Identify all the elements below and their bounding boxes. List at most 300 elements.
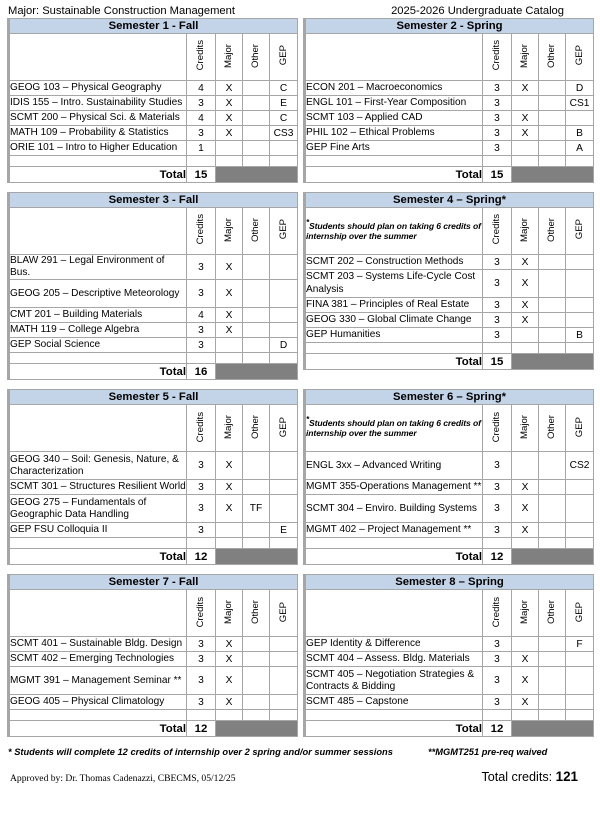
- semester-table: [7, 389, 298, 565]
- footnote-internship: * Students will complete 12 credits of internship over 2 spring and/or summer sessions: [8, 747, 393, 758]
- course-major-flag: X: [216, 652, 243, 667]
- course-gep-flag: [270, 452, 298, 480]
- course-other-flag: [539, 637, 566, 652]
- course-other-flag: [243, 96, 270, 111]
- course-row: [305, 667, 594, 695]
- course-name: SCMT 404 – Assess. Bldg. Materials: [305, 652, 483, 667]
- semester-title: Semester 4 – Spring*: [305, 193, 594, 208]
- course-row: [305, 126, 594, 141]
- course-name: SCMT 405 – Negotiation Strategies & Contracts & Bidding: [305, 667, 483, 695]
- empty-course-row: [305, 156, 594, 167]
- course-gep-flag: [566, 652, 594, 667]
- total-credits-cell: 12: [483, 721, 512, 737]
- course-major-flag: [216, 141, 243, 156]
- empty-other-cell: [539, 710, 566, 721]
- course-name: MGMT 391 – Management Seminar **: [9, 667, 187, 695]
- empty-other-cell: [243, 538, 270, 549]
- course-gep-flag: CS2: [566, 452, 594, 480]
- course-other-flag: [539, 523, 566, 538]
- column-header-gep: GEP: [566, 405, 594, 452]
- course-other-flag: [539, 667, 566, 695]
- course-name: GEP Identity & Difference: [305, 637, 483, 652]
- course-name: GEP Fine Arts: [305, 141, 483, 156]
- course-name: GEP Social Science: [9, 338, 187, 353]
- semester-block: [7, 18, 296, 183]
- semester-table: [7, 18, 298, 183]
- course-gep-flag: [566, 695, 594, 710]
- course-credits: 3: [187, 495, 216, 523]
- semester-block: [7, 192, 296, 380]
- course-gep-flag: [270, 652, 298, 667]
- course-major-flag: X: [512, 270, 539, 298]
- course-major-flag: X: [512, 313, 539, 328]
- major-title: Major: Sustainable Construction Management: [8, 5, 235, 17]
- total-label: Total: [305, 167, 483, 183]
- semester-block: [303, 574, 592, 737]
- column-header-major: Major: [512, 405, 539, 452]
- course-name: MGMT 402 – Project Management **: [305, 523, 483, 538]
- total-row: [9, 167, 298, 183]
- course-row: [305, 111, 594, 126]
- course-row: [9, 338, 298, 353]
- total-credits-cell: 16: [187, 364, 216, 380]
- column-header-credits: Credits: [187, 34, 216, 81]
- course-name: SCMT 200 – Physical Sci. & Materials: [9, 111, 187, 126]
- semester-title-row: [9, 19, 298, 34]
- course-name: ORIE 101 – Intro to Higher Education: [9, 141, 187, 156]
- course-row: [305, 523, 594, 538]
- course-credits: 3: [187, 667, 216, 695]
- total-credits-cell: 12: [187, 549, 216, 565]
- course-gep-flag: D: [270, 338, 298, 353]
- total-row: [9, 364, 298, 380]
- course-row: [305, 313, 594, 328]
- course-credits: 3: [187, 323, 216, 338]
- column-header-gep: GEP: [270, 590, 298, 637]
- course-major-flag: X: [216, 81, 243, 96]
- empty-credits-cell: [483, 710, 512, 721]
- course-name: SCMT 301 – Structures Resilient World: [9, 480, 187, 495]
- course-gep-flag: D: [566, 81, 594, 96]
- course-credits: 3: [483, 126, 512, 141]
- course-gep-flag: [566, 495, 594, 523]
- course-credits: 4: [187, 111, 216, 126]
- course-credits: 3: [483, 313, 512, 328]
- course-gep-flag: CS1: [566, 96, 594, 111]
- column-header-gep: GEP: [566, 34, 594, 81]
- semester-note: *Students should plan on taking 6 credits of internship over the summer: [305, 405, 483, 452]
- course-name: GEOG 340 – Soil: Genesis, Nature, & Characterization: [9, 452, 187, 480]
- course-credits: 3: [187, 452, 216, 480]
- course-credits: 3: [483, 141, 512, 156]
- course-name: GEOG 205 – Descriptive Meteorology: [9, 280, 187, 308]
- semester-block: [303, 18, 592, 183]
- course-credits: 3: [187, 637, 216, 652]
- course-row: [305, 255, 594, 270]
- empty-credits-cell: [187, 538, 216, 549]
- course-row: [9, 96, 298, 111]
- semester-blocks: [0, 18, 600, 737]
- course-other-flag: [243, 81, 270, 96]
- column-header-credits: Credits: [187, 590, 216, 637]
- course-credits: 3: [483, 637, 512, 652]
- semester-pair-row: [7, 18, 593, 183]
- semester-pair-row: [7, 574, 593, 737]
- total-credits-cell: 15: [483, 167, 512, 183]
- column-header-other: Other: [539, 208, 566, 255]
- empty-major-cell: [216, 710, 243, 721]
- course-credits: 3: [187, 255, 216, 280]
- course-credits: 3: [187, 126, 216, 141]
- course-gep-flag: [566, 111, 594, 126]
- column-header-row: [9, 208, 298, 255]
- column-header-gep: GEP: [270, 208, 298, 255]
- semester-title: Semester 6 – Spring*: [305, 390, 594, 405]
- course-credits: 3: [187, 480, 216, 495]
- course-row: [9, 637, 298, 652]
- semester-title: Semester 3 - Fall: [9, 193, 298, 208]
- semester-pair-row: [7, 192, 593, 380]
- course-major-flag: X: [512, 480, 539, 495]
- course-row: [9, 495, 298, 523]
- empty-name-cell: [305, 710, 483, 721]
- course-other-flag: [539, 141, 566, 156]
- semester-title-row: [9, 390, 298, 405]
- course-row: [305, 270, 594, 298]
- semester-table: [7, 192, 298, 380]
- course-name: SCMT 485 – Capstone: [305, 695, 483, 710]
- semester-table: [303, 192, 594, 370]
- footnote-prereq: **MGMT251 pre-req waived: [428, 747, 548, 758]
- course-other-flag: [539, 126, 566, 141]
- course-row: [9, 126, 298, 141]
- course-other-flag: [539, 81, 566, 96]
- course-name: SCMT 203 – Systems Life-Cycle Cost Analysis: [305, 270, 483, 298]
- course-credits: 3: [483, 652, 512, 667]
- semester-block: [7, 574, 296, 737]
- course-name: ENGL 101 – First-Year Composition: [305, 96, 483, 111]
- empty-other-cell: [243, 353, 270, 364]
- course-other-flag: [243, 308, 270, 323]
- course-other-flag: TF: [243, 495, 270, 523]
- course-other-flag: [539, 96, 566, 111]
- course-gep-flag: [270, 495, 298, 523]
- empty-gep-cell: [566, 343, 594, 354]
- course-major-flag: [512, 141, 539, 156]
- course-other-flag: [243, 111, 270, 126]
- course-gep-flag: [270, 667, 298, 695]
- empty-course-row: [305, 538, 594, 549]
- course-credits: 3: [483, 270, 512, 298]
- empty-name-cell: [9, 710, 187, 721]
- empty-gep-cell: [270, 710, 298, 721]
- approval-row: [0, 757, 600, 784]
- total-gray-fill: [216, 364, 298, 380]
- course-major-flag: X: [216, 111, 243, 126]
- course-other-flag: [539, 255, 566, 270]
- course-row: [305, 81, 594, 96]
- course-row: [305, 328, 594, 343]
- course-credits: 3: [483, 695, 512, 710]
- semester-block: [303, 389, 592, 565]
- course-other-flag: [243, 667, 270, 695]
- course-credits: 3: [483, 523, 512, 538]
- total-gray-fill: [216, 167, 298, 183]
- column-header-gep: GEP: [566, 208, 594, 255]
- course-other-flag: [243, 695, 270, 710]
- semester-block: [303, 192, 592, 380]
- course-credits: 4: [187, 308, 216, 323]
- total-credits-cell: 12: [483, 549, 512, 565]
- course-row: [9, 452, 298, 480]
- course-name: CMT 201 – Building Materials: [9, 308, 187, 323]
- empty-other-cell: [243, 710, 270, 721]
- course-gep-flag: [566, 298, 594, 313]
- course-credits: 3: [187, 96, 216, 111]
- course-name: FINA 381 – Principles of Real Estate: [305, 298, 483, 313]
- course-credits: 3: [483, 667, 512, 695]
- empty-course-row: [9, 156, 298, 167]
- empty-credits-cell: [187, 353, 216, 364]
- course-name: MGMT 355-Operations Management **: [305, 480, 483, 495]
- course-gep-flag: [270, 141, 298, 156]
- total-label: Total: [9, 167, 187, 183]
- column-header-other: Other: [243, 208, 270, 255]
- course-major-flag: X: [216, 480, 243, 495]
- semester-note: *Students should plan on taking 6 credits of internship over the summer: [305, 208, 483, 255]
- course-name: GEOG 103 – Physical Geography: [9, 81, 187, 96]
- course-credits: 3: [187, 695, 216, 710]
- course-other-flag: [539, 452, 566, 480]
- total-gray-fill: [216, 721, 298, 737]
- course-other-flag: [539, 313, 566, 328]
- course-name: ECON 201 – Macroeconomics: [305, 81, 483, 96]
- column-header-gep: GEP: [270, 405, 298, 452]
- course-major-flag: X: [512, 495, 539, 523]
- course-name: IDIS 155 – Intro. Sustainability Studies: [9, 96, 187, 111]
- course-other-flag: [539, 480, 566, 495]
- total-gray-fill: [512, 721, 594, 737]
- course-other-flag: [539, 111, 566, 126]
- semester-title: Semester 1 - Fall: [9, 19, 298, 34]
- course-row: [305, 141, 594, 156]
- semester-pair-row: [7, 389, 593, 565]
- course-other-flag: [243, 126, 270, 141]
- course-major-flag: X: [512, 126, 539, 141]
- course-gep-flag: [566, 313, 594, 328]
- total-row: [305, 721, 594, 737]
- empty-major-cell: [512, 538, 539, 549]
- total-label: Total: [9, 721, 187, 737]
- blank-header-cell: [9, 34, 187, 81]
- course-row: [305, 96, 594, 111]
- course-row: [9, 81, 298, 96]
- course-other-flag: [243, 652, 270, 667]
- empty-major-cell: [216, 156, 243, 167]
- course-credits: 3: [187, 338, 216, 353]
- blank-header-cell: [9, 590, 187, 637]
- total-credits-cell: 15: [483, 354, 512, 370]
- course-gep-flag: E: [270, 96, 298, 111]
- course-gep-flag: [270, 280, 298, 308]
- total-gray-fill: [512, 549, 594, 565]
- course-major-flag: [512, 452, 539, 480]
- total-label: Total: [305, 354, 483, 370]
- course-major-flag: X: [216, 695, 243, 710]
- semester-title: Semester 8 – Spring: [305, 575, 594, 590]
- empty-gep-cell: [270, 156, 298, 167]
- course-other-flag: [243, 523, 270, 538]
- course-other-flag: [243, 480, 270, 495]
- empty-name-cell: [9, 353, 187, 364]
- course-credits: 3: [483, 452, 512, 480]
- course-name: SCMT 401 – Sustainable Bldg. Design: [9, 637, 187, 652]
- course-other-flag: [243, 452, 270, 480]
- column-header-row: [9, 405, 298, 452]
- course-gep-flag: [270, 695, 298, 710]
- course-name: ENGL 3xx – Advanced Writing: [305, 452, 483, 480]
- course-gep-flag: CS3: [270, 126, 298, 141]
- semester-title: Semester 2 - Spring: [305, 19, 594, 34]
- course-name: PHIL 102 – Ethical Problems: [305, 126, 483, 141]
- course-name: GEP Humanities: [305, 328, 483, 343]
- course-credits: 3: [483, 111, 512, 126]
- course-gep-flag: [270, 255, 298, 280]
- column-header-credits: Credits: [483, 405, 512, 452]
- empty-gep-cell: [270, 353, 298, 364]
- column-header-other: Other: [539, 405, 566, 452]
- course-gep-flag: C: [270, 111, 298, 126]
- course-major-flag: [216, 523, 243, 538]
- column-header-row: [9, 590, 298, 637]
- empty-major-cell: [216, 353, 243, 364]
- course-gep-flag: [566, 667, 594, 695]
- course-gep-flag: [270, 480, 298, 495]
- empty-course-row: [9, 710, 298, 721]
- course-credits: 3: [483, 495, 512, 523]
- course-name: GEOG 330 – Global Climate Change: [305, 313, 483, 328]
- course-gep-flag: [566, 523, 594, 538]
- empty-name-cell: [9, 156, 187, 167]
- empty-name-cell: [9, 538, 187, 549]
- column-header-major: Major: [512, 208, 539, 255]
- column-header-credits: Credits: [187, 208, 216, 255]
- empty-other-cell: [539, 538, 566, 549]
- course-other-flag: [539, 652, 566, 667]
- course-row: [305, 637, 594, 652]
- semester-table: [303, 574, 594, 737]
- course-credits: 4: [187, 81, 216, 96]
- course-major-flag: X: [216, 126, 243, 141]
- course-credits: 3: [483, 255, 512, 270]
- course-credits: 3: [187, 652, 216, 667]
- course-name: SCMT 304 – Enviro. Building Systems: [305, 495, 483, 523]
- course-major-flag: X: [512, 255, 539, 270]
- empty-major-cell: [512, 343, 539, 354]
- course-row: [305, 495, 594, 523]
- catalog-year: 2025-2026 Undergraduate Catalog: [391, 5, 564, 17]
- empty-credits-cell: [187, 710, 216, 721]
- course-name: GEP FSU Colloquia II: [9, 523, 187, 538]
- course-name: GEOG 405 – Physical Climatology: [9, 695, 187, 710]
- total-row: [305, 354, 594, 370]
- course-other-flag: [243, 141, 270, 156]
- column-header-major: Major: [512, 590, 539, 637]
- course-gep-flag: [270, 323, 298, 338]
- blank-header-cell: [305, 34, 483, 81]
- course-row: [305, 480, 594, 495]
- course-other-flag: [243, 338, 270, 353]
- course-major-flag: X: [512, 298, 539, 313]
- empty-credits-cell: [483, 156, 512, 167]
- course-row: [9, 141, 298, 156]
- column-header-major: Major: [512, 34, 539, 81]
- course-name: SCMT 103 – Applied CAD: [305, 111, 483, 126]
- course-row: [305, 695, 594, 710]
- course-row: [9, 523, 298, 538]
- total-gray-fill: [512, 354, 594, 370]
- course-row: [9, 280, 298, 308]
- total-credits: [481, 769, 578, 784]
- total-label: Total: [305, 721, 483, 737]
- blank-header-cell: [305, 590, 483, 637]
- course-other-flag: [539, 695, 566, 710]
- course-other-flag: [539, 328, 566, 343]
- course-major-flag: [512, 96, 539, 111]
- semester-title-row: [9, 193, 298, 208]
- total-row: [9, 721, 298, 737]
- course-credits: 1: [187, 141, 216, 156]
- empty-gep-cell: [270, 538, 298, 549]
- column-header-credits: Credits: [483, 34, 512, 81]
- course-major-flag: X: [512, 667, 539, 695]
- course-major-flag: X: [216, 667, 243, 695]
- course-major-flag: X: [216, 452, 243, 480]
- course-credits: 3: [187, 280, 216, 308]
- course-gep-flag: [566, 270, 594, 298]
- column-header-row: [9, 34, 298, 81]
- course-credits: 3: [483, 480, 512, 495]
- empty-other-cell: [243, 156, 270, 167]
- semester-title: Semester 5 - Fall: [9, 390, 298, 405]
- column-header-row: [305, 208, 594, 255]
- course-gep-flag: B: [566, 126, 594, 141]
- course-gep-flag: F: [566, 637, 594, 652]
- course-major-flag: X: [216, 255, 243, 280]
- course-other-flag: [539, 298, 566, 313]
- empty-other-cell: [539, 156, 566, 167]
- column-header-major: Major: [216, 34, 243, 81]
- course-major-flag: X: [512, 111, 539, 126]
- empty-credits-cell: [483, 538, 512, 549]
- column-header-credits: Credits: [187, 405, 216, 452]
- course-row: [9, 255, 298, 280]
- course-row: [305, 298, 594, 313]
- course-other-flag: [243, 637, 270, 652]
- course-major-flag: X: [216, 637, 243, 652]
- course-major-flag: X: [216, 323, 243, 338]
- course-major-flag: X: [512, 652, 539, 667]
- semester-title-row: [305, 193, 594, 208]
- total-credits-value: 121: [555, 769, 578, 785]
- column-header-major: Major: [216, 590, 243, 637]
- course-row: [9, 480, 298, 495]
- course-gep-flag: C: [270, 81, 298, 96]
- column-header-other: Other: [539, 34, 566, 81]
- total-credits-cell: 12: [187, 721, 216, 737]
- course-gep-flag: E: [270, 523, 298, 538]
- total-label: Total: [9, 364, 187, 380]
